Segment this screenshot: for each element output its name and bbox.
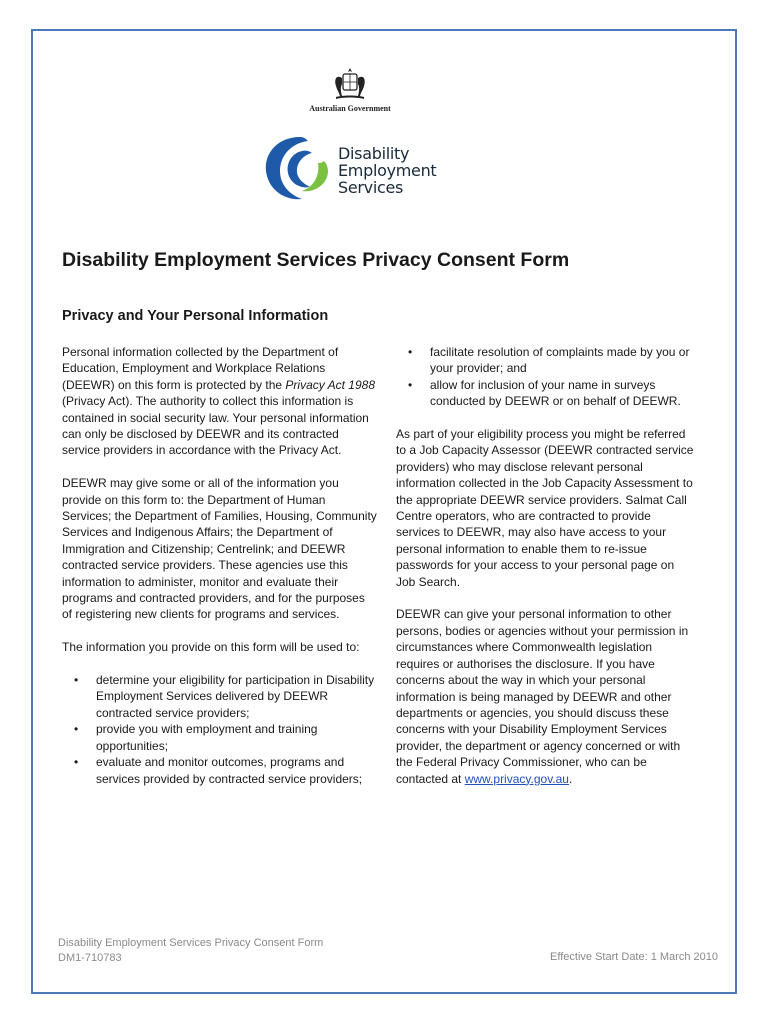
disability-employment-services-logo [262,133,462,203]
usage-list [62,672,377,787]
des-logo-line-2: Employment [338,161,437,180]
bullet-icon: • [74,755,79,770]
privacy-act-text-1: Personal information collected by the Department of Education, Employment and Workplace Relations (DEEWR) on this form is protected by the [62,345,339,392]
list-item: • provide you with employment and training opportunities; [74,722,318,753]
eligibility-paragraph: As part of your eligibility process you might be referred to a Job Capacity Assessor (DEEWR contracted service providers) who may disclose relevant personal information collected in the Job Capacity Assessment to the appropriate DEEWR service providers. Salmat Call Centre operators, who are contracted to provide services to DEEWR, may also have access to your personal information to enable them to re-issue passwords for your access to your personal page on Job Search. [396,427,694,589]
government-name: Australian Government [309,104,391,113]
privacy-act-paragraph [62,344,377,459]
footer-form-name: Disability Employment Services Privacy Consent Form [58,937,324,949]
left-column [62,344,377,803]
des-logo-text [338,145,436,196]
des-logo-line-1: Disability [338,144,410,163]
des-logo-line-3: Services [338,178,404,197]
disclosure-paragraph: DEEWR may give some or all of the information you provide on this form to: the Department of Human Services; the Department of Families, Housing, Community Services and Indigenous Affairs; the Department of Immigration and Citizenship; Centrelink; and DEEWR contracted service providers. These agencies use this information to administer, monitor and evaluate their programs and contracted providers, and for the purposes of registering new clients for programs and services. [62,476,377,622]
bullet-icon: • [408,345,413,359]
usage-list-continued [396,344,696,410]
section-heading: Privacy and Your Personal Information [62,308,329,324]
list-item: • allow for inclusion of your name in surveys conducted by DEEWR or on behalf of DEEWR. [408,377,681,409]
bullet-icon: • [74,673,79,688]
bullet-icon: • [408,377,413,392]
list-item: • determine your eligibility for participation in Disability Employment Services delivered by DEEWR contracted service providers; [74,673,375,720]
privacy-act-title: Privacy Act 1988 [285,377,376,392]
coat-of-arms-icon [328,66,372,102]
des-swirl-icon [262,133,336,203]
usage-intro-paragraph: The information you provide on this form will be used to: [62,640,360,655]
bullet-icon: • [74,722,79,737]
australian-government-logo [300,66,400,113]
list-item: • evaluate and monitor outcomes, programs and services provided by contracted service providers; [74,755,363,786]
right-column [396,344,696,803]
footer-doc-id: DM1-710783 [58,952,122,964]
form-title: Disability Employment Services Privacy Consent Form [62,249,570,271]
privacy-act-text-2: (Privacy Act). The authority to collect this information is contained in social security law. Your personal information can only be disclosed by DEEWR and its contracted service providers in accordance with the Privacy Act. [62,394,369,458]
list-item: • facilitate resolution of complaints made by you or your provider; and [408,345,690,376]
privacy-website-link[interactable]: www.privacy.gov.au [464,771,569,786]
footer-left [58,936,323,966]
footer-effective-date: Effective Start Date: 1 March 2010 [550,951,718,963]
privacy-commissioner-paragraph: DEEWR can give your personal information to other persons, bodies or agencies without your permission in circumstances where Commonwealth legislation requires or authorises the disclosure. If you have concerns about the way in which your personal information is being managed by DEEWR and other departments or agencies, you should discuss these concerns with your Disability Employment Services provider, the department or agency concerned or with the Federal Privacy Commissioner, who can be contacted at www.privacy.gov.au. [396,607,689,786]
